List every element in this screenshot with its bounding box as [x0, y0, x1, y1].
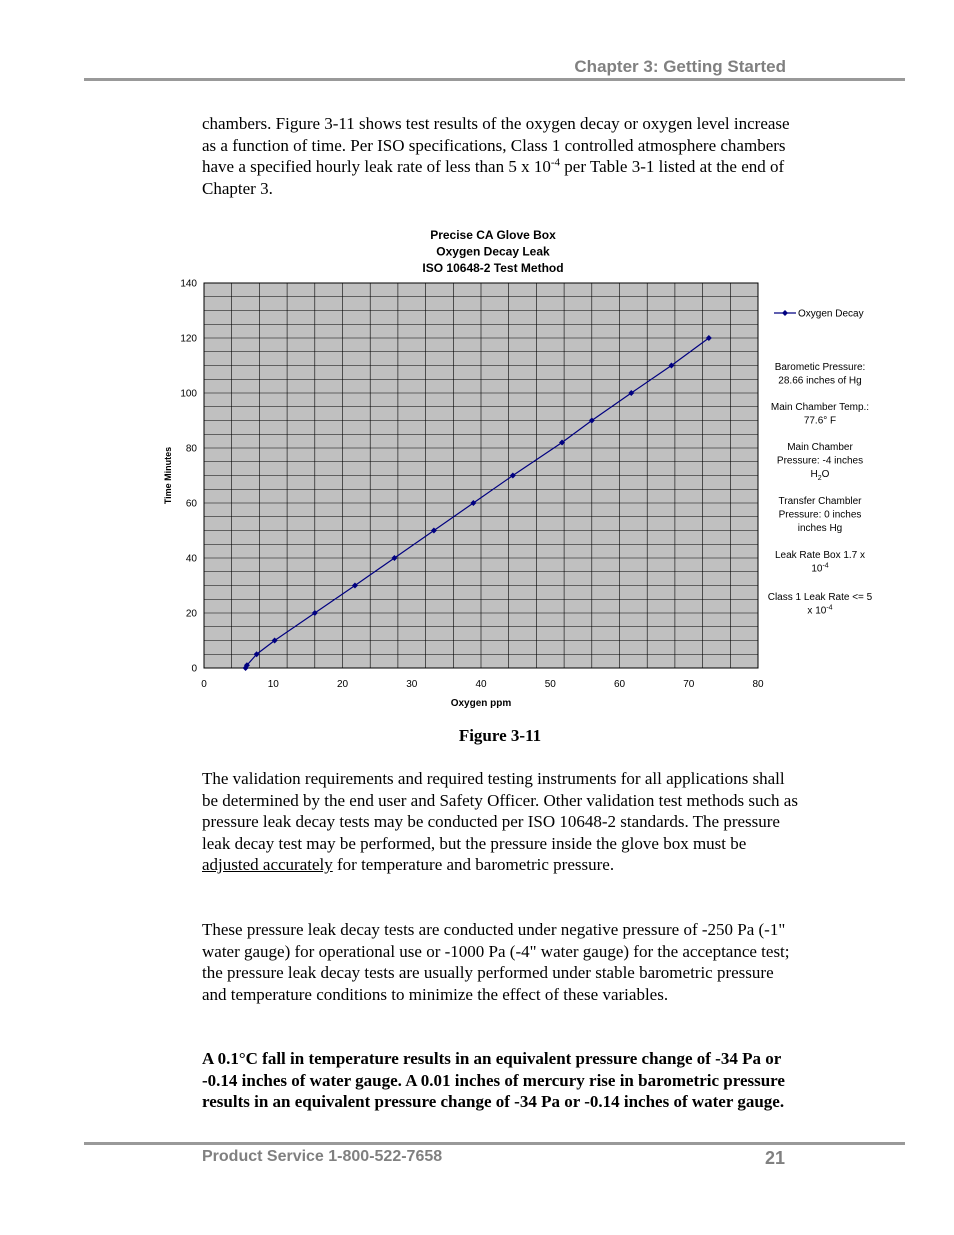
- product-service-phone: Product Service 1-800-522-7658: [202, 1148, 443, 1165]
- intro-text-b: per Table 3-1 listed at the end of Chapter 3.: [202, 157, 785, 198]
- x-tick-label: 10: [267, 679, 279, 690]
- annotation-line: Leak Rate Box 1.7 x: [774, 550, 866, 561]
- y-tick-label: 120: [180, 333, 197, 345]
- y-tick-label: 20: [185, 608, 197, 620]
- annotation-line: Class 1 Leak Rate <= 5: [767, 592, 873, 603]
- y-tick-label: 100: [180, 388, 197, 400]
- y-tick-label: 0: [191, 663, 197, 675]
- x-axis-title: Oxygen ppm: [450, 698, 512, 709]
- annotation-line: inches Hg: [797, 523, 843, 534]
- figure-caption: Figure 3-11: [458, 726, 542, 745]
- footer-rule: [84, 1142, 905, 1145]
- x-tick-label: 50: [544, 679, 556, 690]
- pressure-tests-paragraph: [202, 919, 802, 1005]
- para4-text: A 0.1°C fall in temperature results in an equivalent pressure change of -34 Pa or -0.14 inches of water gauge. A 0.01 inches of mercury rise in barometric pressure results in an equivalent pressure change of -34 Pa or -0.14 inches of water gauge.: [202, 1049, 785, 1111]
- header-rule: [84, 78, 905, 81]
- para2-text-b: for temperature and barometric pressure.: [332, 855, 615, 874]
- y-tick-label: 60: [185, 498, 197, 510]
- y-tick-label: 40: [185, 553, 197, 565]
- x-tick-label: 0: [201, 679, 207, 690]
- x-tick-label: 20: [336, 679, 349, 690]
- chart-title-line: Precise CA Glove Box: [430, 228, 556, 242]
- page-number: 21: [764, 1148, 785, 1168]
- para3-text: These pressure leak decay tests are conducted under negative pressure of -250 Pa (-1" water gauge) for operational use or -1000 Pa (-4" water gauge) for the acceptance test; the pressure leak decay tests are usually performed under stable barometric pressure and temperature conditions to minimize the effect of these variables.: [202, 920, 790, 1004]
- legend-marker: [782, 310, 788, 316]
- x-tick-label: 80: [752, 679, 764, 690]
- annotation-line: Pressure: -4 inches: [776, 455, 864, 467]
- chapter-header: Chapter 3: Getting Started: [574, 57, 786, 76]
- y-tick-label: 80: [185, 443, 197, 455]
- annotation-line: Transfer Chambler: [778, 496, 862, 507]
- oxygen-decay-chart: [150, 218, 890, 718]
- y-tick-label: 140: [180, 278, 197, 290]
- intro-text-a: chambers. Figure 3-11 shows test results of the oxygen decay or oxygen level increase as a function of time. Per ISO specifications, Class 1 controlled atmosphere chambers have a specified hourly leak rate of less than 5 x 10: [202, 114, 790, 176]
- legend-label: Oxygen Decay: [798, 308, 864, 320]
- validation-paragraph: [202, 768, 802, 876]
- annotation-line: x $10^{-4}$: [807, 604, 833, 617]
- chart-title-line: Oxygen Decay Leak: [436, 244, 550, 259]
- x-tick-label: 60: [613, 679, 626, 690]
- warning-paragraph: [202, 1048, 802, 1113]
- y-axis-title: Time Minutes: [163, 446, 173, 505]
- x-tick-label: 30: [406, 679, 418, 690]
- annotation-line: 28.66 inches of Hg: [778, 375, 862, 387]
- para2-text-a: The validation requirements and required testing instruments for all applications shall be determined by the end user and Safety Officer. Other validation test methods such as pressure leak decay tests may be conducted per ISO 10648-2 standards. The pressure leak decay test may be performed, but the pressure inside the glove box must be: [202, 769, 798, 853]
- annotation-line: $10^{-4}$: [811, 562, 829, 575]
- annotation-line: 77.6° F: [803, 415, 837, 427]
- annotation-line: Pressure: 0 inches: [778, 509, 862, 521]
- intro-exponent: -4: [550, 156, 561, 169]
- x-tick-label: 70: [683, 679, 695, 690]
- x-tick-label: 40: [475, 679, 487, 690]
- para2-underlined: adjusted accurately: [202, 855, 333, 874]
- intro-paragraph: [202, 113, 802, 199]
- annotation-line: Main Chamber Temp.:: [770, 402, 870, 413]
- annotation-line: Barometic Pressure:: [774, 362, 866, 373]
- chart-title-line: ISO 10648-2 Test Method: [422, 261, 564, 275]
- annotation-line: $H_2O$: [810, 469, 830, 482]
- annotation-line: Main Chamber: [787, 442, 853, 453]
